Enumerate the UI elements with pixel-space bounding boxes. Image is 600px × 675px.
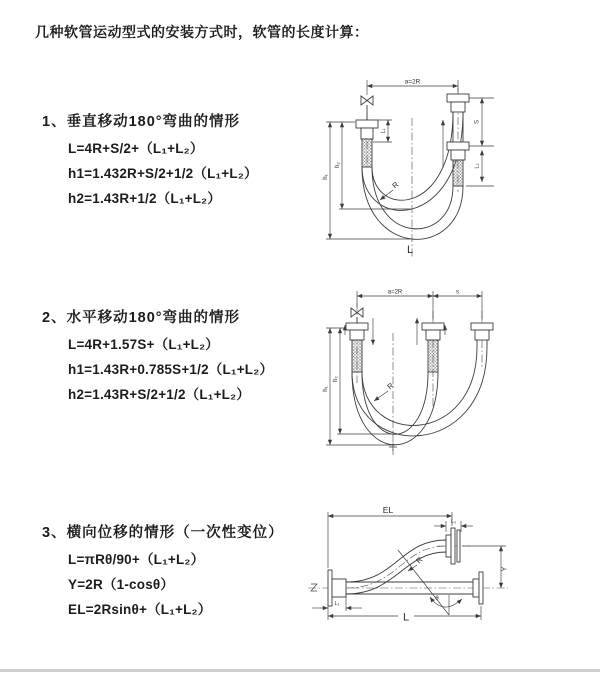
dim-l2-label: L₂	[450, 519, 457, 525]
diagram-vertical-180-bend	[310, 72, 595, 262]
section-2-formula-l: L=4R+1.57S+（L₁+L₂）	[68, 337, 219, 352]
dim-a2r-label: a=2R	[404, 78, 421, 86]
dim-h2-label: h₂	[333, 376, 339, 382]
dim-a2r-label: a=2R	[387, 289, 403, 296]
radius-label: R	[385, 380, 396, 392]
dim-el-label: EL	[382, 505, 394, 515]
section-2-heading: 2、水平移动180°弯曲的情形	[42, 310, 241, 326]
section-3-formula-el: EL=2Rsinθ+（L₁+L₂）	[68, 602, 212, 617]
section-3	[42, 521, 284, 626]
dim-h1-label: h₁	[323, 386, 329, 392]
hose-curves	[352, 347, 487, 445]
section-3-formula-y: Y=2R（1-cosθ）	[68, 577, 175, 592]
page-title: 几种软管运动型式的安装方式时，软管的长度计算：	[35, 24, 369, 40]
section-2	[42, 306, 273, 411]
dim-h2-label: h₂	[335, 162, 341, 168]
dim-l1-label: L₁	[334, 601, 340, 607]
section-1-heading: 1、垂直移动180°弯曲的情形	[42, 114, 241, 130]
length-label: L	[406, 244, 414, 256]
section-1-formula-l: L=4R+S/2+（L₁+L₂）	[68, 141, 204, 156]
dim-s-label: s	[456, 289, 459, 296]
section-3-heading: 3、横向位移的情形（一次性变位）	[42, 525, 284, 541]
radius-label: R	[390, 179, 401, 191]
centerlines	[367, 88, 458, 258]
hose-curves	[362, 112, 463, 239]
dim-y-label: Y	[501, 566, 509, 572]
dimensions	[323, 79, 494, 257]
pipe-break-icon	[311, 584, 317, 591]
dimensions	[323, 290, 482, 452]
section-2-formula-h2: h2=1.43R+S/2+1/2（L₁+L₂）	[68, 387, 251, 402]
dim-l2-label: L₂	[474, 163, 481, 169]
page-bottom-edge	[0, 669, 600, 672]
section-1-formula-h1: h1=1.432R+S/2+1/2（L₁+L₂）	[68, 166, 258, 181]
centerlines	[357, 303, 482, 455]
dim-l-label: L	[402, 611, 410, 624]
angle-label: θ	[435, 596, 439, 602]
valve-icon	[361, 96, 373, 105]
diagram-lateral-displacement	[300, 500, 600, 650]
section-1	[42, 110, 258, 215]
section-1-formula-h2: h2=1.43R+1/2（L₁+L₂）	[68, 191, 222, 206]
diagram-horizontal-180-bend	[312, 283, 600, 463]
pipes-and-fittings	[346, 291, 493, 372]
dim-s-label: S	[474, 119, 481, 125]
section-2-formula-h1: h1=1.43R+0.785S+1/2（L₁+L₂）	[68, 362, 274, 377]
radius-line	[398, 550, 449, 615]
section-3-formula-l: L=πRθ/90+（L₁+L₂）	[68, 552, 205, 567]
dim-h1-label: h₁	[323, 174, 329, 180]
dim-l1-label: L₁	[380, 128, 387, 134]
radius-label: R	[414, 555, 425, 566]
